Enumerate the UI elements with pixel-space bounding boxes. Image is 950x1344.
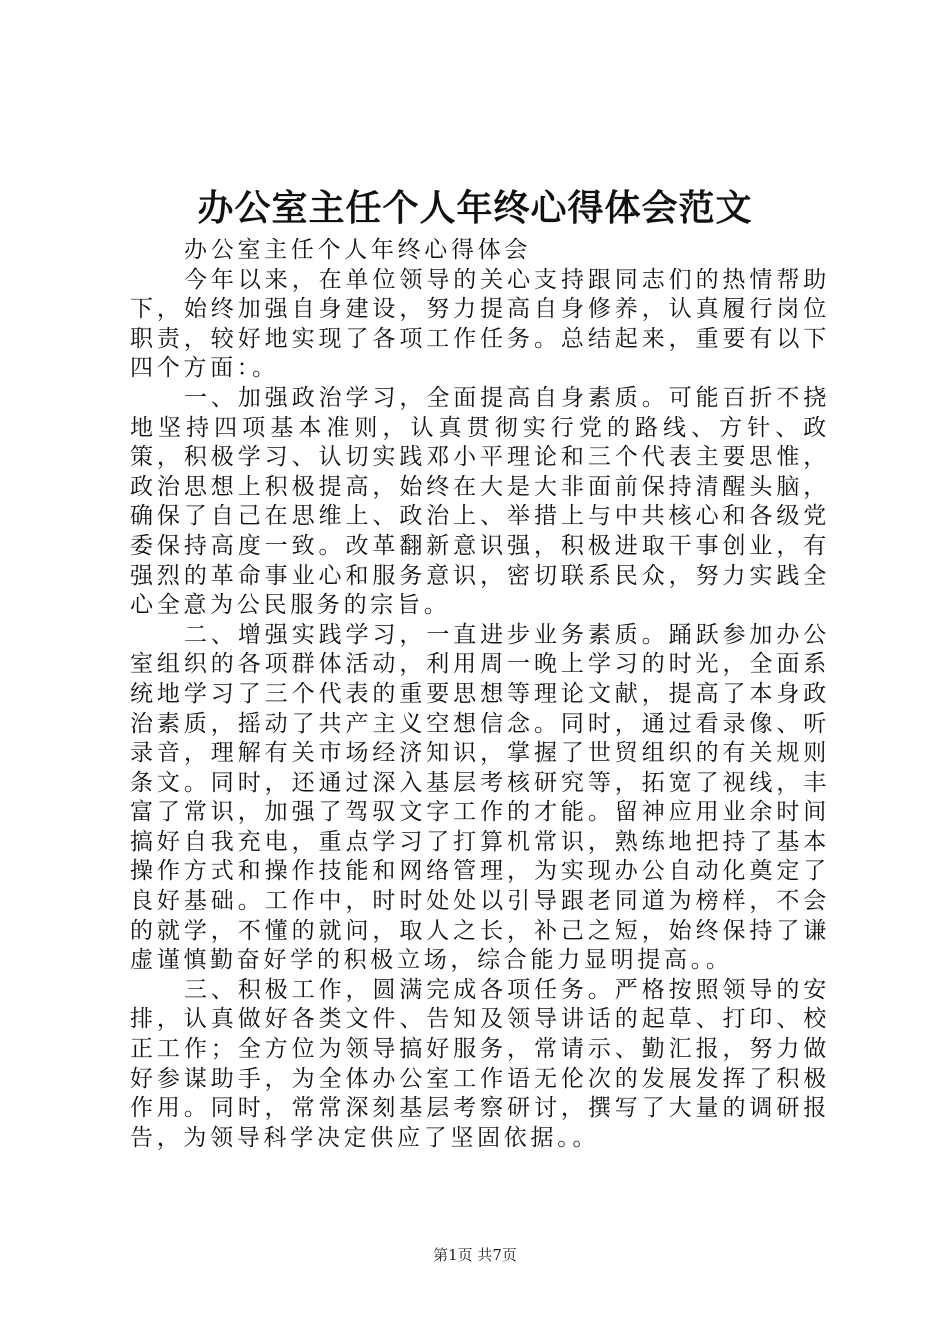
document-body — [130, 236, 830, 1153]
paragraph-section-2: 二、增强实践学习，一直进步业务素质。踊跃参加办公室组织的各项群体活动，利用周一晚上学习的时光，全面系统地学习了三个代表的重要思想等理论文献，提高了本身政治素质，摇动了共产主义空想信念。同时，通过看录像、听录音，理解有关市场经济知识，掌握了世贸组织的有关规则条文。同时，还通过深入基层考核研究等，拓宽了视线，丰富了常识，加强了驾驭文字工作的才能。留神应用业余时间搞好自我充电，重点学习了打算机常识，熟练地把持了基本操作方式和操作技能和网络管理，为实现办公自动化奠定了良好基础。工作中，时时处处以引导跟老同道为榜样，不会的就学，不懂的就问，取人之长，补己之短，始终保持了谦虚谨慎勤奋好学的积极立场，综合能力显明提高。。 — [130, 621, 830, 974]
paragraph-section-3: 三、积极工作，圆满完成各项任务。严格按照领导的安排，认真做好各类文件、告知及领导讲话的起草、打印、校正工作；全方位为领导搞好服务，常请示、勤汇报，努力做好参谋助手，为全体办公室工作语无伦次的发展发挥了积极作用。同时，常常深刻基层考察研讨，撰写了大量的调研报告，为领导科学决定供应了坚固依据。。 — [130, 976, 830, 1151]
page-footer — [0, 1240, 950, 1270]
page-number: 第1页 共7页 — [433, 1246, 517, 1264]
document-title: 办公室主任个人年终心得体会范文 — [197, 187, 753, 229]
paragraph-section-1: 一、加强政治学习，全面提高自身素质。可能百折不挠地坚持四项基本准则，认真贯彻实行党的路线、方针、政策，积极学习、认切实践邓小平理论和三个代表主要思惟，政治思想上积极提高，始终在大是大非面前保持清醒头脑，确保了自己在思维上、政治上、举措上与中共核心和各级党委保持高度一致。改革翻新意识强，积极进取干事创业，有强烈的革命事业心和服务意识，密切联系民众，努力实践全心全意为公民服务的宗旨。 — [130, 384, 830, 619]
paragraph-intro: 今年以来，在单位领导的关心支持跟同志们的热情帮助下，始终加强自身建设，努力提高自身修养，认真履行岗位职责，较好地实现了各项工作任务。总结起来，重要有以下四个方面：。 — [130, 266, 830, 382]
paragraph-subtitle: 办公室主任个人年终心得体会 — [184, 237, 532, 263]
